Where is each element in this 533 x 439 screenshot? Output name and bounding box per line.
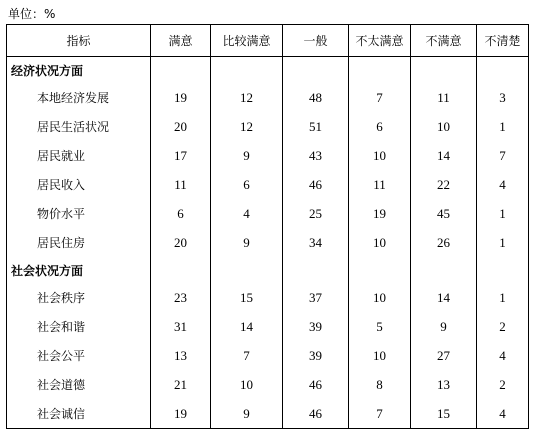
value-cell: 19: [151, 399, 211, 429]
value-cell: 14: [211, 312, 283, 341]
value-cell: 15: [411, 399, 477, 429]
value-cell: 19: [151, 83, 211, 112]
section-title: 社会状况方面: [7, 257, 151, 283]
value-cell: 15: [211, 283, 283, 312]
value-cell: 1: [477, 228, 529, 257]
value-cell: 10: [411, 112, 477, 141]
value-cell: 46: [283, 170, 349, 199]
value-cell: 21: [151, 370, 211, 399]
value-cell: 45: [411, 199, 477, 228]
value-cell: 2: [477, 312, 529, 341]
value-cell: 6: [349, 112, 411, 141]
column-header: 不清楚: [477, 25, 529, 57]
indicator-name: 社会和谐: [7, 312, 151, 341]
table-row: [7, 170, 529, 199]
value-cell: 51: [283, 112, 349, 141]
value-cell: 9: [411, 312, 477, 341]
value-cell: 10: [211, 370, 283, 399]
value-cell: 43: [283, 141, 349, 170]
table-row: [7, 228, 529, 257]
value-cell: 9: [211, 399, 283, 429]
value-cell: 14: [411, 141, 477, 170]
value-cell: 23: [151, 283, 211, 312]
value-cell: 6: [151, 199, 211, 228]
value-cell: 27: [411, 341, 477, 370]
empty-cell: [411, 57, 477, 84]
value-cell: 11: [151, 170, 211, 199]
table-body: [7, 57, 529, 429]
value-cell: 14: [411, 283, 477, 312]
value-cell: 4: [477, 399, 529, 429]
indicator-name: 居民就业: [7, 141, 151, 170]
indicator-name: 本地经济发展: [7, 83, 151, 112]
value-cell: 34: [283, 228, 349, 257]
indicator-name: 物价水平: [7, 199, 151, 228]
value-cell: 6: [211, 170, 283, 199]
table-row: [7, 312, 529, 341]
value-cell: 7: [349, 83, 411, 112]
column-header: 比较满意: [211, 25, 283, 57]
table-row: [7, 112, 529, 141]
value-cell: 39: [283, 312, 349, 341]
value-cell: 13: [411, 370, 477, 399]
column-header: 指标: [7, 25, 151, 57]
value-cell: 20: [151, 228, 211, 257]
value-cell: 1: [477, 112, 529, 141]
value-cell: 10: [349, 228, 411, 257]
section-row: [7, 57, 529, 84]
table-row: [7, 199, 529, 228]
table-row: [7, 399, 529, 429]
value-cell: 8: [349, 370, 411, 399]
empty-cell: [349, 57, 411, 84]
value-cell: 10: [349, 341, 411, 370]
column-header: 满意: [151, 25, 211, 57]
section-title: 经济状况方面: [7, 57, 151, 84]
value-cell: 26: [411, 228, 477, 257]
value-cell: 7: [211, 341, 283, 370]
value-cell: 22: [411, 170, 477, 199]
value-cell: 4: [477, 341, 529, 370]
value-cell: 3: [477, 83, 529, 112]
value-cell: 20: [151, 112, 211, 141]
empty-cell: [349, 257, 411, 283]
indicator-name: 居民住房: [7, 228, 151, 257]
indicator-name: 社会公平: [7, 341, 151, 370]
value-cell: 10: [349, 283, 411, 312]
value-cell: 11: [349, 170, 411, 199]
empty-cell: [211, 57, 283, 84]
value-cell: 39: [283, 341, 349, 370]
value-cell: 7: [477, 141, 529, 170]
satisfaction-table: [6, 24, 529, 429]
empty-cell: [477, 57, 529, 84]
empty-cell: [411, 257, 477, 283]
indicator-name: 居民收入: [7, 170, 151, 199]
value-cell: 37: [283, 283, 349, 312]
table-row: [7, 370, 529, 399]
value-cell: 12: [211, 112, 283, 141]
value-cell: 25: [283, 199, 349, 228]
column-header: 不满意: [411, 25, 477, 57]
value-cell: 48: [283, 83, 349, 112]
table-row: [7, 83, 529, 112]
section-row: [7, 257, 529, 283]
column-header: 一般: [283, 25, 349, 57]
indicator-name: 社会秩序: [7, 283, 151, 312]
column-header: 不太满意: [349, 25, 411, 57]
value-cell: 5: [349, 312, 411, 341]
empty-cell: [151, 257, 211, 283]
value-cell: 46: [283, 399, 349, 429]
table-row: [7, 341, 529, 370]
value-cell: 13: [151, 341, 211, 370]
value-cell: 10: [349, 141, 411, 170]
value-cell: 19: [349, 199, 411, 228]
table-row: [7, 283, 529, 312]
empty-cell: [283, 257, 349, 283]
empty-cell: [283, 57, 349, 84]
table-header-row: [7, 25, 529, 57]
value-cell: 9: [211, 228, 283, 257]
empty-cell: [151, 57, 211, 84]
indicator-name: 社会道德: [7, 370, 151, 399]
value-cell: 4: [477, 170, 529, 199]
empty-cell: [477, 257, 529, 283]
value-cell: 1: [477, 199, 529, 228]
table-row: [7, 141, 529, 170]
indicator-name: 社会诚信: [7, 399, 151, 429]
value-cell: 12: [211, 83, 283, 112]
value-cell: 7: [349, 399, 411, 429]
unit-label: 单位：%: [8, 7, 56, 21]
value-cell: 11: [411, 83, 477, 112]
value-cell: 9: [211, 141, 283, 170]
value-cell: 46: [283, 370, 349, 399]
value-cell: 17: [151, 141, 211, 170]
value-cell: 4: [211, 199, 283, 228]
empty-cell: [211, 257, 283, 283]
value-cell: 1: [477, 283, 529, 312]
value-cell: 31: [151, 312, 211, 341]
indicator-name: 居民生活状况: [7, 112, 151, 141]
value-cell: 2: [477, 370, 529, 399]
